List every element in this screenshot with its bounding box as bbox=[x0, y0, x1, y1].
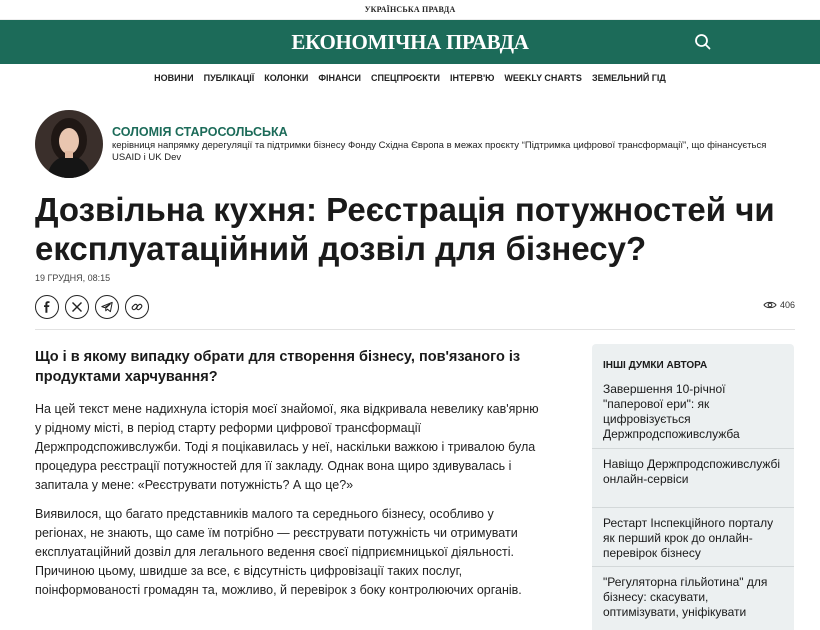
sidebar-item[interactable]: Завершення 10-річної "паперової ери": як цифровізується Держпродспоживслужба bbox=[603, 382, 740, 441]
facebook-icon bbox=[41, 301, 53, 313]
nav-item-land-guide[interactable]: ЗЕМЕЛЬНИЙ ГІД bbox=[591, 73, 666, 83]
share-buttons bbox=[35, 295, 149, 319]
author-other-opinions bbox=[592, 344, 794, 630]
nav-item-weekly-charts[interactable]: WEEKLY CHARTS bbox=[504, 73, 582, 83]
nav-item-news[interactable]: НОВИНИ bbox=[154, 73, 194, 83]
article-lead: Що і в якому випадку обрати для створення бізнесу, пов'язаного із продуктами харчування? bbox=[35, 349, 521, 385]
sidebar-item[interactable]: Рестарт Інспекційного порталу як перший крок до онлайн-перевірок бізнесу bbox=[603, 516, 774, 560]
parent-site-link[interactable]: УКРАЇНСЬКА ПРАВДА bbox=[364, 5, 456, 14]
author-role: керівниця напрямку дерегуляції та підтримки бізнесу Фонду Східна Європа в межах проєкту “Підтримка цифрової трансформації”, що фінансується USAID і UK Dev bbox=[112, 140, 767, 163]
sidebar-item[interactable]: "Регуляторна гільйотина" для бізнесу: скасувати, оптимізувати, уніфікувати bbox=[603, 575, 768, 619]
sidebar-title: ІНШІ ДУМКИ АВТОРА bbox=[603, 360, 708, 371]
sidebar-divider bbox=[592, 566, 794, 567]
article-paragraph: Виявилося, що багато представників малого та середнього бізнесу, особливо у регіонах, не знають, що саме їм потрібно — реєструвати потужність чи отримувати експлуатаційний дозвіл для легального ведення своєї підприємницької діяльності. Причиною цьому, швидше за все, є відсутність цифровізації таких послуг, поінформованості громадян та, можливо, й перевірок з боку контролюючих органів. bbox=[35, 507, 522, 597]
nav-item-finance[interactable]: ФІНАНСИ bbox=[318, 73, 361, 83]
share-x-button[interactable] bbox=[65, 295, 89, 319]
views-counter bbox=[763, 300, 795, 310]
sidebar-item[interactable]: Навіщо Держпродспоживслужбі онлайн-сервіси bbox=[603, 457, 781, 486]
share-telegram-button[interactable] bbox=[95, 295, 119, 319]
nav-item-special-projects[interactable]: СПЕЦПРОЄКТИ bbox=[370, 73, 440, 83]
link-icon bbox=[131, 301, 143, 313]
x-icon bbox=[71, 301, 83, 313]
telegram-icon bbox=[101, 301, 113, 313]
search-button[interactable] bbox=[692, 31, 714, 53]
sidebar-divider bbox=[592, 507, 794, 508]
divider bbox=[35, 329, 795, 330]
nav-item-interview[interactable]: ІНТЕРВ'Ю bbox=[449, 73, 495, 83]
eye-icon bbox=[763, 300, 777, 310]
site-header bbox=[0, 20, 820, 64]
site-logo[interactable]: ЕКОНОМІЧНА ПРАВДА bbox=[291, 30, 529, 54]
search-icon bbox=[692, 31, 714, 53]
article-paragraph: На цей текст мене надихнула історія моєї знайомої, яка відкривала невелику кав'ярню у рідному місті, в період старту реформи цифрової трансформації Держпродспоживслужби. Тоді я поцікавилась у неї, наскільки важкою і тривалою була процедура реєстрації потужностей для її закладу. Однак вона щиро здивувалась і запитала у мене: «Реєструвати потужність? А що це?» bbox=[35, 402, 539, 492]
share-facebook-button[interactable] bbox=[35, 295, 59, 319]
nav-item-publications[interactable]: ПУБЛІКАЦІЇ bbox=[203, 73, 255, 83]
author-avatar[interactable] bbox=[35, 110, 103, 178]
sidebar-divider bbox=[592, 448, 794, 449]
main-nav bbox=[0, 64, 820, 92]
views-count: 406 bbox=[780, 300, 796, 310]
top-strip bbox=[0, 0, 820, 20]
article-title: Дозвільна кухня: Реєстрація потужностей чи експлуатаційний дозвіл для бізнесу? bbox=[35, 191, 775, 267]
author-name[interactable]: СОЛОМІЯ СТАРОСОЛЬСЬКА bbox=[112, 125, 288, 139]
nav-item-columns[interactable]: КОЛОНКИ bbox=[264, 73, 309, 83]
article-date: 19 ГРУДНЯ, 08:15 bbox=[35, 273, 111, 283]
share-link-button[interactable] bbox=[125, 295, 149, 319]
